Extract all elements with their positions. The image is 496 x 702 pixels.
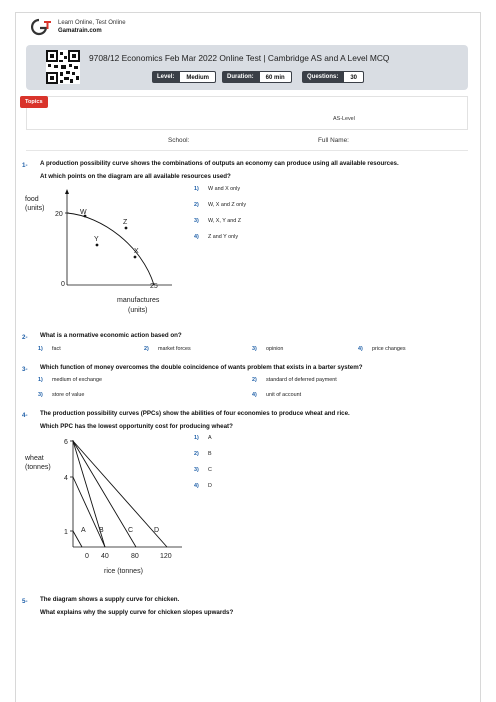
y-tick-6: 6	[64, 439, 68, 446]
curve-d	[73, 441, 167, 547]
questions-badge	[302, 71, 364, 83]
level-badge	[152, 71, 216, 83]
q1-option-4[interactable]: 4) Z and Y only	[194, 234, 239, 240]
question-text: Which function of money overcomes the double coincidence of wants problem that exists in a barter system?	[40, 364, 363, 371]
q4-option-3[interactable]: 3) C	[194, 467, 212, 473]
q4-option-4[interactable]: 4) D	[194, 483, 212, 489]
q3-option-1[interactable]: 1) medium of exchange	[38, 377, 103, 383]
y-axis-arrow	[65, 189, 69, 194]
label-w: W	[80, 209, 87, 216]
level-value: Medium	[179, 71, 216, 83]
qr-code-icon[interactable]	[46, 50, 80, 84]
test-header	[26, 45, 468, 90]
duration-label: Duration:	[222, 71, 259, 83]
curve-label-b: B	[99, 527, 104, 534]
question-number: 4-	[22, 412, 28, 419]
x-tick-0: 0	[85, 553, 89, 560]
x-label-2: (units)	[128, 307, 148, 314]
test-title: 9708/12 Economics Feb Mar 2022 Online Test | Cambridge AS and A Level MCQ	[89, 53, 390, 63]
y-label-1: wheat	[25, 455, 44, 462]
origin-label: 0	[61, 281, 65, 288]
q4-option-1[interactable]: 1) A	[194, 435, 212, 441]
x-tick-80: 80	[131, 553, 139, 560]
q3-option-3[interactable]: 3) store of value	[38, 392, 85, 398]
question-text-2: At which points on the diagram are all available resources used?	[40, 173, 231, 180]
q2-option-4[interactable]: 4) price changes	[358, 346, 406, 352]
q1-option-1[interactable]: 1) W and X only	[194, 186, 241, 192]
gamatrain-logo-icon	[30, 18, 52, 36]
q2-option-3[interactable]: 3) opinion	[252, 346, 284, 352]
curve-label-a: A	[81, 527, 86, 534]
y-label-1: food	[25, 196, 39, 203]
label-x: X	[134, 248, 139, 255]
brand-site[interactable]: Gamatrain.com	[58, 28, 102, 34]
y-tick-1: 1	[64, 529, 68, 536]
level-label: Level:	[152, 71, 179, 83]
question-number: 3-	[22, 366, 28, 373]
point-x	[134, 256, 137, 259]
curve-label-c: C	[128, 527, 134, 534]
q3-option-2[interactable]: 2) standard of deferred payment	[252, 377, 337, 383]
q2-option-2[interactable]: 2) market forces	[144, 346, 191, 352]
x-tick: 25	[150, 283, 158, 290]
question-number: 1-	[22, 162, 28, 169]
q3-option-4[interactable]: 4) unit of account	[252, 392, 302, 398]
questions-label: Questions:	[302, 71, 343, 83]
topics-box	[26, 96, 468, 130]
topic-item[interactable]: AS-Level	[333, 116, 355, 122]
question-text: What is a normative economic action based on?	[40, 332, 182, 339]
label-z: Z	[123, 219, 128, 226]
divider	[26, 150, 468, 151]
x-label: rice (tonnes)	[104, 568, 143, 575]
x-label-1: manufactures	[117, 297, 160, 304]
label-y: Y	[94, 236, 99, 243]
question-number: 5-	[22, 598, 28, 605]
questions-value: 30	[343, 71, 364, 83]
q4-option-2[interactable]: 2) B	[194, 451, 212, 457]
curve-label-d: D	[154, 527, 160, 534]
question-text: The production possibility curves (PPCs) show the abilities of four economies to produce wheat and rice.	[40, 410, 350, 417]
q1-option-2[interactable]: 2) W, X and Z only	[194, 202, 247, 208]
brand[interactable]	[30, 18, 126, 36]
brand-tagline: Learn Online, Test Online	[58, 20, 126, 26]
question-text: The diagram shows a supply curve for chicken.	[40, 596, 180, 603]
question-text: A production possibility curve shows the combinations of outputs an economy can produce using all available resources.	[40, 160, 399, 167]
point-z	[125, 227, 128, 230]
duration-badge	[222, 71, 292, 83]
q1-option-3[interactable]: 3) W, X, Y and Z	[194, 218, 242, 224]
y-tick: 20	[55, 211, 63, 218]
full-name-field-label: Full Name:	[318, 137, 349, 144]
x-tick-40: 40	[101, 553, 109, 560]
y-label-2: (tonnes)	[25, 464, 51, 471]
x-tick-120: 120	[160, 553, 172, 560]
ppc-diagram-q1	[22, 186, 182, 318]
y-tick-4: 4	[64, 475, 68, 482]
school-field-label: School:	[168, 137, 190, 144]
ppc-diagram-q4	[22, 436, 192, 578]
point-y	[96, 244, 99, 247]
ppc-curve	[67, 213, 154, 285]
question-text-2: Which PPC has the lowest opportunity cost for producing wheat?	[40, 423, 233, 430]
q2-option-1[interactable]: 1) fact	[38, 346, 61, 352]
duration-value: 60 min	[259, 71, 292, 83]
y-label-2: (units)	[25, 205, 45, 212]
question-text-2: What explains why the supply curve for chicken slopes upwards?	[40, 609, 234, 616]
topics-tag: Topics	[20, 96, 48, 108]
question-number: 2-	[22, 334, 28, 341]
